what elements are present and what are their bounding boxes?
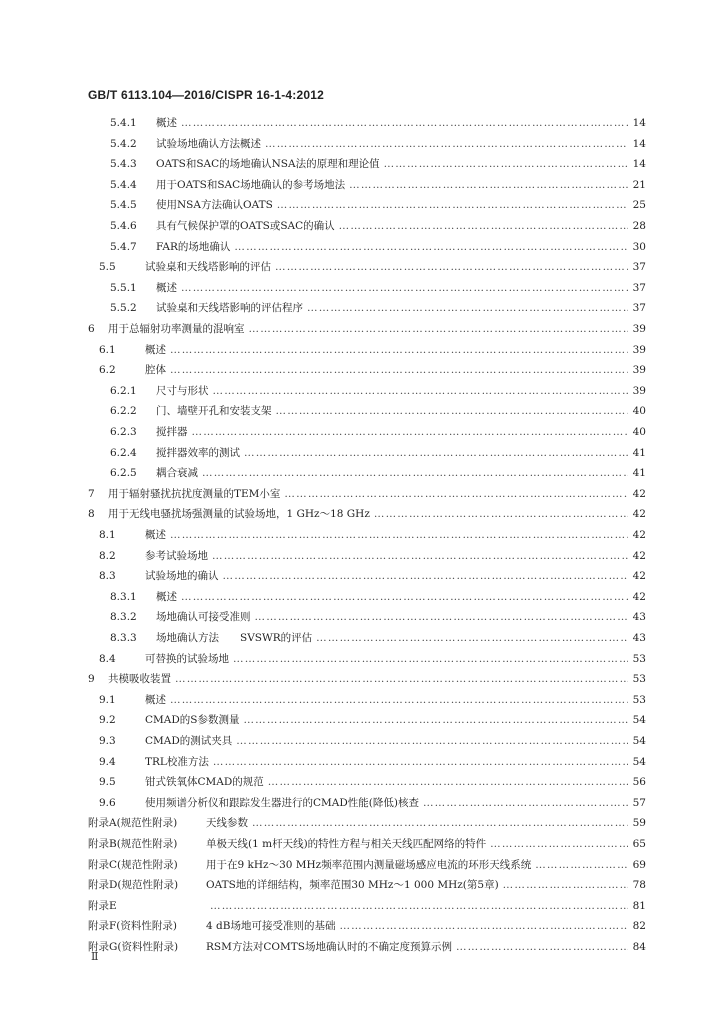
toc-entry-number: 6.2.4 bbox=[110, 446, 137, 459]
toc-leader-dots bbox=[284, 487, 628, 501]
toc-leader-dots bbox=[249, 322, 629, 336]
toc-entry-title: 使用频谱分析仪和跟踪发生器进行的CMAD性能(降低)核查 bbox=[145, 796, 419, 809]
toc-entry-title: CMAD的S参数测量 bbox=[145, 714, 240, 727]
toc-leader-dots bbox=[223, 569, 629, 583]
toc-entry-title: 单极天线(1 m杆天线)的特性方程与相关天线匹配网络的特件 bbox=[206, 838, 487, 850]
toc-entry[interactable] bbox=[88, 816, 646, 830]
toc-entry-title: 试验桌和天线塔影响的评估程序 bbox=[156, 302, 303, 315]
toc-entry-title: 试验场地确认方法概述 bbox=[156, 137, 261, 150]
toc-entry-title: 共模吸收装置 bbox=[108, 673, 171, 686]
toc-entry-page: 14 bbox=[632, 158, 646, 171]
toc-leader-dots bbox=[275, 260, 628, 274]
toc-entry-title: 试验桌和天线塔影响的评估 bbox=[145, 261, 271, 274]
toc-leader-dots bbox=[503, 878, 628, 892]
toc-entry-title: 钳式铁氧体CMAD的规范 bbox=[145, 776, 264, 789]
toc-entry-title: 天线参数 bbox=[206, 817, 248, 830]
toc-entry-number: 6.1 bbox=[99, 343, 116, 356]
toc-entry-number: 5.5 bbox=[99, 261, 116, 274]
page-number: Ⅱ bbox=[91, 950, 99, 963]
toc-leader-dots bbox=[244, 446, 628, 460]
toc-entry-title: 参考试验场地 bbox=[145, 549, 208, 562]
toc-entry-number: 5.4.4 bbox=[110, 178, 137, 191]
toc-entry[interactable] bbox=[99, 713, 646, 727]
toc-leader-dots bbox=[236, 734, 628, 748]
toc-entry-number: 9.3 bbox=[99, 735, 116, 747]
toc-leader-dots bbox=[213, 384, 629, 398]
toc-entry-number: 附录D(规范性附录) bbox=[88, 879, 179, 892]
standard-number-header: GB/T 6113.104—2016/CISPR 16-1-4:2012 bbox=[88, 88, 325, 102]
toc-entry[interactable] bbox=[88, 878, 646, 892]
toc-leader-dots bbox=[349, 178, 628, 192]
toc-leader-dots bbox=[192, 425, 629, 439]
toc-entry[interactable] bbox=[110, 590, 646, 604]
toc-entry-number: 附录C(规范性附录) bbox=[88, 858, 178, 871]
toc-leader-dots bbox=[210, 899, 628, 913]
toc-entry[interactable] bbox=[110, 198, 646, 212]
toc-leader-dots bbox=[175, 672, 628, 686]
toc-leader-dots bbox=[170, 528, 628, 542]
toc-entry-number: 5.4.5 bbox=[110, 199, 137, 212]
toc-entry[interactable] bbox=[110, 219, 646, 233]
toc-entry-number: 6 bbox=[88, 323, 95, 335]
toc-entry-number: 5.5.2 bbox=[110, 302, 137, 315]
toc-entry-number: 9.4 bbox=[99, 755, 116, 768]
toc-entry-page: 14 bbox=[632, 117, 646, 129]
toc-entry-number: 9 bbox=[88, 673, 95, 686]
toc-entry-title: CMAD的测试夹具 bbox=[145, 735, 233, 747]
toc-entry-number: 6.2.5 bbox=[110, 467, 137, 480]
toc-entry-page: 40 bbox=[632, 426, 646, 438]
toc-entry-page: 53 bbox=[632, 652, 646, 665]
toc-entry-title: 试验场地的确认 bbox=[145, 570, 219, 583]
toc-entry-title: 用于总辐射功率测量的混响室 bbox=[108, 323, 245, 335]
toc-leader-dots bbox=[339, 919, 628, 933]
toc-leader-dots bbox=[181, 590, 628, 604]
toc-entry[interactable] bbox=[99, 569, 646, 583]
toc-entry-page: 39 bbox=[632, 343, 646, 356]
toc-entry-title: 耦合衰减 bbox=[156, 467, 198, 480]
toc-entry[interactable] bbox=[110, 301, 646, 315]
toc-entry-page: 14 bbox=[632, 137, 646, 150]
toc-entry[interactable] bbox=[88, 940, 646, 954]
toc-entry-title: OATS地的详细结构，频率范围30 MHz～1 000 MHz(第5章) bbox=[206, 879, 499, 892]
toc-leader-dots bbox=[181, 281, 628, 295]
toc-entry-number: 附录G(资料性附录) bbox=[88, 941, 179, 953]
toc-entry[interactable] bbox=[110, 137, 646, 151]
toc-leader-dots bbox=[213, 755, 628, 769]
toc-entry[interactable] bbox=[88, 487, 646, 501]
toc-entry-title: OATS和SAC的场地确认NSA法的原理和理论值 bbox=[156, 158, 380, 171]
toc-entry-page: 28 bbox=[632, 220, 646, 232]
toc-entry-number: 5.4.3 bbox=[110, 158, 137, 171]
toc-entry[interactable] bbox=[110, 178, 646, 192]
toc-entry-number: 附录A(规范性附录) bbox=[88, 817, 178, 830]
toc-entry-page: 42 bbox=[632, 549, 646, 562]
toc-leader-dots bbox=[181, 116, 628, 130]
toc-entry-page: 39 bbox=[632, 323, 646, 335]
toc-leader-dots bbox=[170, 693, 628, 707]
toc-leader-dots bbox=[170, 363, 628, 377]
toc-entry-page: 42 bbox=[632, 570, 646, 583]
toc-entry-title: 用于无线电骚扰场强测量的试验场地，1 GHz～18 GHz bbox=[108, 508, 370, 521]
toc-leader-dots bbox=[233, 652, 628, 666]
toc-entry-page: 37 bbox=[632, 302, 646, 315]
toc-entry-page: 42 bbox=[632, 487, 646, 500]
toc-entry[interactable] bbox=[99, 549, 646, 563]
toc-entry[interactable] bbox=[88, 858, 646, 872]
toc-leader-dots bbox=[202, 466, 628, 480]
toc-entry-number: 8.1 bbox=[99, 529, 116, 541]
toc-entry[interactable] bbox=[99, 363, 646, 377]
toc-entry-number: 6.2.2 bbox=[110, 405, 137, 418]
toc-leader-dots bbox=[456, 940, 628, 954]
toc-entry-number: 5.4.1 bbox=[110, 117, 137, 129]
toc-entry-page: 41 bbox=[632, 446, 646, 459]
toc-leader-dots bbox=[277, 198, 628, 212]
toc-entry-number: 5.4.2 bbox=[110, 137, 137, 150]
toc-entry-number: 9.2 bbox=[99, 714, 116, 727]
toc-entry[interactable] bbox=[99, 652, 646, 666]
toc-entry-title: 场地确认可接受准则 bbox=[156, 611, 251, 624]
toc-entry-number: 9.6 bbox=[99, 796, 116, 809]
toc-entry[interactable] bbox=[110, 466, 646, 480]
toc-entry-title: 可替换的试验场地 bbox=[145, 652, 229, 665]
toc-entry-title: 概述 bbox=[156, 590, 177, 603]
toc-entry[interactable] bbox=[110, 404, 646, 418]
toc-leader-dots bbox=[339, 219, 628, 233]
toc-entry[interactable] bbox=[110, 240, 646, 254]
toc-entry-number: 附录B(规范性附录) bbox=[88, 838, 178, 850]
toc-entry-number: 附录F(资料性附录) bbox=[88, 920, 177, 933]
toc-entry-title: 用于在9 kHz～30 MHz频率范围内测量磁场感应电流的环形天线系统 bbox=[206, 858, 532, 871]
toc-entry[interactable] bbox=[99, 693, 646, 707]
toc-entry-number: 8.3.2 bbox=[110, 611, 137, 624]
toc-entry-page: 57 bbox=[632, 796, 646, 809]
toc-entry-page: 42 bbox=[632, 590, 646, 603]
toc-entry-title: 4 dB场地可接受准则的基础 bbox=[206, 920, 336, 933]
toc-entry[interactable] bbox=[88, 837, 646, 851]
toc-entry-number: 8.3.3 bbox=[110, 632, 137, 644]
toc-leader-dots bbox=[252, 816, 628, 830]
toc-entry[interactable] bbox=[88, 899, 646, 913]
toc-leader-dots bbox=[535, 858, 628, 872]
toc-entry-title: 用于OATS和SAC场地确认的参考场地法 bbox=[156, 178, 346, 191]
toc-entry[interactable] bbox=[99, 343, 646, 357]
toc-entry[interactable] bbox=[88, 919, 646, 933]
toc-entry-page: 54 bbox=[632, 714, 646, 727]
toc-entry-page: 21 bbox=[632, 178, 646, 191]
toc-entry-page: 82 bbox=[632, 920, 646, 933]
toc-entry-number: 8.2 bbox=[99, 549, 116, 562]
toc-entry[interactable] bbox=[110, 610, 646, 624]
toc-entry-page: 53 bbox=[632, 673, 646, 686]
toc-entry[interactable] bbox=[110, 446, 646, 460]
toc-leader-dots bbox=[212, 549, 628, 563]
toc-entry-page: 30 bbox=[632, 240, 646, 253]
toc-entry[interactable] bbox=[110, 157, 646, 171]
toc-entry-title: 概述 bbox=[145, 693, 166, 706]
toc-entry[interactable] bbox=[88, 507, 646, 521]
toc-entry-page: 54 bbox=[632, 755, 646, 768]
toc-entry-title: 使用NSA方法确认OATS bbox=[156, 199, 273, 212]
toc-entry[interactable] bbox=[110, 425, 646, 439]
toc-leader-dots bbox=[268, 775, 628, 789]
toc-entry-page: 39 bbox=[632, 384, 646, 397]
toc-leader-dots bbox=[374, 507, 628, 521]
toc-entry-page: 53 bbox=[632, 693, 646, 706]
toc-entry[interactable] bbox=[110, 631, 646, 645]
toc-entry-page: 25 bbox=[632, 199, 646, 212]
toc-entry-page: 42 bbox=[632, 508, 646, 521]
toc-entry[interactable] bbox=[110, 384, 646, 398]
toc-entry-page: 40 bbox=[632, 405, 646, 418]
toc-entry-number: 6.2 bbox=[99, 364, 116, 377]
toc-entry[interactable] bbox=[99, 528, 646, 542]
toc-leader-dots bbox=[243, 713, 628, 727]
toc-entry-page: 43 bbox=[632, 632, 646, 644]
toc-entry-number: 7 bbox=[88, 487, 95, 500]
toc-entry[interactable] bbox=[88, 322, 646, 336]
toc-entry-title: 概述 bbox=[156, 281, 177, 294]
toc-entry-page: 39 bbox=[632, 364, 646, 377]
toc-leader-dots bbox=[234, 240, 628, 254]
toc-entry-title: 门、墙壁开孔和安装支架 bbox=[156, 405, 272, 418]
toc-entry-number: 附录E bbox=[88, 899, 117, 912]
toc-leader-dots bbox=[255, 610, 629, 624]
toc-entry-number: 6.2.3 bbox=[110, 426, 137, 438]
toc-entry-number: 6.2.1 bbox=[110, 384, 137, 397]
toc-entry[interactable] bbox=[99, 755, 646, 769]
toc-entry-page: 41 bbox=[632, 467, 646, 480]
toc-entry-page: 54 bbox=[632, 735, 646, 747]
toc-entry-number: 9.5 bbox=[99, 776, 116, 789]
toc-entry-page: 69 bbox=[632, 858, 646, 871]
toc-entry-number: 5.5.1 bbox=[110, 281, 137, 294]
toc-entry-page: 78 bbox=[632, 879, 646, 892]
toc-entry-title: 搅拌器 bbox=[156, 426, 188, 438]
toc-entry[interactable] bbox=[99, 734, 646, 748]
toc-entry-page: 37 bbox=[632, 261, 646, 274]
toc-entry-number: 8.3 bbox=[99, 570, 116, 583]
toc-entry-number: 9.1 bbox=[99, 693, 116, 706]
toc-entry-page: 42 bbox=[632, 529, 646, 541]
toc-entry-number: 5.4.7 bbox=[110, 240, 137, 253]
toc-leader-dots bbox=[384, 157, 628, 171]
toc-entry-title: 用于辐射骚扰抗扰度测量的TEM小室 bbox=[108, 487, 281, 500]
toc-entry-title: 尺寸与形状 bbox=[156, 384, 209, 397]
toc-entry[interactable] bbox=[99, 260, 646, 274]
toc-entry-number: 8.4 bbox=[99, 652, 116, 665]
toc-leader-dots bbox=[307, 301, 628, 315]
toc-entry-page: 84 bbox=[632, 941, 646, 953]
toc-entry-page: 37 bbox=[632, 281, 646, 294]
toc-entry[interactable] bbox=[99, 775, 646, 789]
toc-entry-title: FAR的场地确认 bbox=[156, 240, 231, 253]
toc-entry-page: 56 bbox=[632, 776, 646, 789]
toc-leader-dots bbox=[265, 137, 628, 151]
toc-leader-dots bbox=[170, 343, 628, 357]
toc-entry-page: 65 bbox=[632, 838, 646, 850]
toc-entry-title: 概述 bbox=[156, 117, 177, 129]
toc-entry-page: 81 bbox=[632, 899, 646, 912]
toc-entry[interactable] bbox=[110, 116, 646, 130]
toc-leader-dots bbox=[423, 796, 628, 810]
toc-entry-title: TRL校准方法 bbox=[145, 755, 209, 768]
toc-entry-title: 具有气候保护罩的OATS或SAC的确认 bbox=[156, 220, 335, 232]
toc-entry[interactable] bbox=[99, 796, 646, 810]
toc-leader-dots bbox=[276, 404, 629, 418]
toc-entry-title: RSM方法对COMTS场地确认时的不确定度预算示例 bbox=[206, 941, 452, 953]
toc-entry-title: 腔体 bbox=[145, 364, 166, 377]
toc-entry-title: 概述 bbox=[145, 529, 166, 541]
toc-entry-page: 43 bbox=[632, 611, 646, 624]
toc-leader-dots bbox=[316, 631, 628, 645]
toc-entry-title: 场地确认方法 SVSWR的评估 bbox=[156, 632, 313, 644]
toc-entry-number: 5.4.6 bbox=[110, 220, 137, 232]
toc-entry[interactable] bbox=[110, 281, 646, 295]
toc-entry-page: 59 bbox=[632, 817, 646, 830]
toc-entry-title: 概述 bbox=[145, 343, 166, 356]
toc-entry-number: 8 bbox=[88, 508, 95, 521]
toc-entry-number: 8.3.1 bbox=[110, 590, 137, 603]
toc-entry-title: 搅拌器效率的测试 bbox=[156, 446, 240, 459]
toc-entry[interactable] bbox=[88, 672, 646, 686]
toc-leader-dots bbox=[490, 837, 628, 851]
